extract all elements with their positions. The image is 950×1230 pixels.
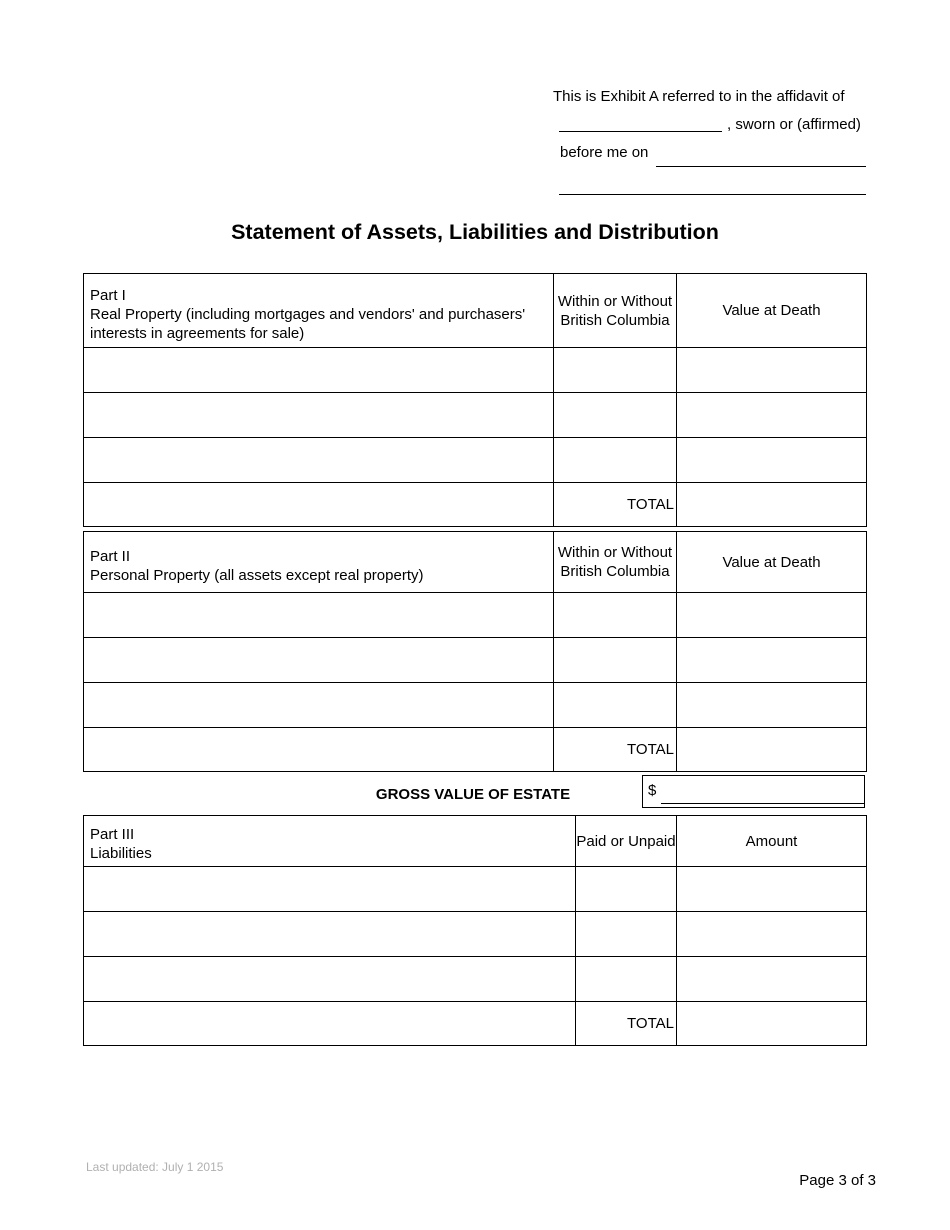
part3-item-status-cell[interactable]	[576, 912, 677, 957]
part1-total-value-cell[interactable]	[677, 483, 867, 527]
part1-item-location-cell[interactable]	[554, 438, 677, 483]
part3-amount-header: Amount	[677, 816, 867, 867]
part2-item-location-cell[interactable]	[554, 638, 677, 683]
part1-description: Real Property (including mortgages and vendors' and purchasers' interests in agreements for sale)	[90, 306, 526, 342]
gross-value-field[interactable]	[661, 803, 865, 804]
gross-value-label: GROSS VALUE OF ESTATE	[375, 786, 571, 803]
part2-table	[83, 531, 867, 772]
part1-table	[83, 273, 867, 527]
part1-item-description-cell[interactable]	[84, 348, 554, 393]
part2-total-label: TOTAL	[554, 728, 677, 772]
part3-item-amount-cell[interactable]	[677, 867, 867, 912]
commissioner-signature-field[interactable]	[559, 194, 866, 195]
table-row	[84, 638, 867, 683]
sworn-text: , sworn or (affirmed)	[727, 116, 861, 133]
part1-total-blank-cell[interactable]	[84, 483, 554, 527]
table-row	[84, 438, 867, 483]
part3-header-row	[84, 816, 867, 867]
part1-total-label: TOTAL	[554, 483, 677, 527]
part3-heading: Part III	[90, 826, 135, 843]
gross-currency-symbol: $	[648, 782, 657, 799]
part3-item-description-cell[interactable]	[84, 912, 576, 957]
part2-total-row	[84, 728, 867, 772]
part3-total-row	[84, 1002, 867, 1046]
part2-total-value-cell[interactable]	[677, 728, 867, 772]
part1-item-value-cell[interactable]	[677, 438, 867, 483]
part1-item-value-cell[interactable]	[677, 348, 867, 393]
table-row	[84, 867, 867, 912]
page-number: Page 3 of 3	[799, 1172, 876, 1189]
table-row	[84, 683, 867, 728]
part1-location-header: Within or Without British Columbia	[554, 274, 677, 348]
part1-total-row	[84, 483, 867, 527]
part2-location-header: Within or Without British Columbia	[554, 532, 677, 593]
part2-item-location-cell[interactable]	[554, 683, 677, 728]
part3-total-blank-cell[interactable]	[84, 1002, 576, 1046]
part1-item-location-cell[interactable]	[554, 393, 677, 438]
table-row	[84, 348, 867, 393]
part3-status-header: Paid or Unpaid	[576, 816, 677, 867]
part2-item-value-cell[interactable]	[677, 683, 867, 728]
part2-header-cell	[84, 532, 554, 593]
part2-item-value-cell[interactable]	[677, 638, 867, 683]
part3-table	[83, 815, 867, 1046]
part2-total-blank-cell[interactable]	[84, 728, 554, 772]
affiant-name-field[interactable]	[559, 131, 722, 132]
table-row	[84, 957, 867, 1002]
part3-item-amount-cell[interactable]	[677, 912, 867, 957]
table-row	[84, 912, 867, 957]
part2-item-value-cell[interactable]	[677, 593, 867, 638]
part1-item-location-cell[interactable]	[554, 348, 677, 393]
part3-item-status-cell[interactable]	[576, 957, 677, 1002]
exhibit-intro-text: This is Exhibit A referred to in the affidavit of	[553, 88, 845, 105]
part1-value-header: Value at Death	[677, 274, 867, 348]
before-me-text: before me on	[560, 144, 649, 161]
table-row	[84, 393, 867, 438]
part1-item-description-cell[interactable]	[84, 438, 554, 483]
part1-item-description-cell[interactable]	[84, 393, 554, 438]
part1-header-row	[84, 274, 867, 348]
part2-item-description-cell[interactable]	[84, 683, 554, 728]
part2-item-description-cell[interactable]	[84, 593, 554, 638]
part2-header-row	[84, 532, 867, 593]
part1-item-value-cell[interactable]	[677, 393, 867, 438]
part3-total-label: TOTAL	[576, 1002, 677, 1046]
sworn-date-field[interactable]	[656, 166, 866, 167]
part3-description: Liabilities	[90, 845, 152, 862]
part3-header-cell	[84, 816, 576, 867]
part2-heading: Part II	[90, 548, 131, 565]
part3-total-amount-cell[interactable]	[677, 1002, 867, 1046]
table-row	[84, 593, 867, 638]
part1-header-cell	[84, 274, 554, 348]
part3-item-description-cell[interactable]	[84, 867, 576, 912]
part3-item-amount-cell[interactable]	[677, 957, 867, 1002]
last-updated-text: Last updated: July 1 2015	[86, 1160, 224, 1174]
part2-item-description-cell[interactable]	[84, 638, 554, 683]
page-title: Statement of Assets, Liabilities and Distribution	[231, 220, 719, 244]
part3-item-description-cell[interactable]	[84, 957, 576, 1002]
part1-heading: Part I	[90, 287, 126, 304]
part2-item-location-cell[interactable]	[554, 593, 677, 638]
part2-description: Personal Property (all assets except real property)	[90, 567, 424, 584]
part2-value-header: Value at Death	[677, 532, 867, 593]
part3-item-status-cell[interactable]	[576, 867, 677, 912]
